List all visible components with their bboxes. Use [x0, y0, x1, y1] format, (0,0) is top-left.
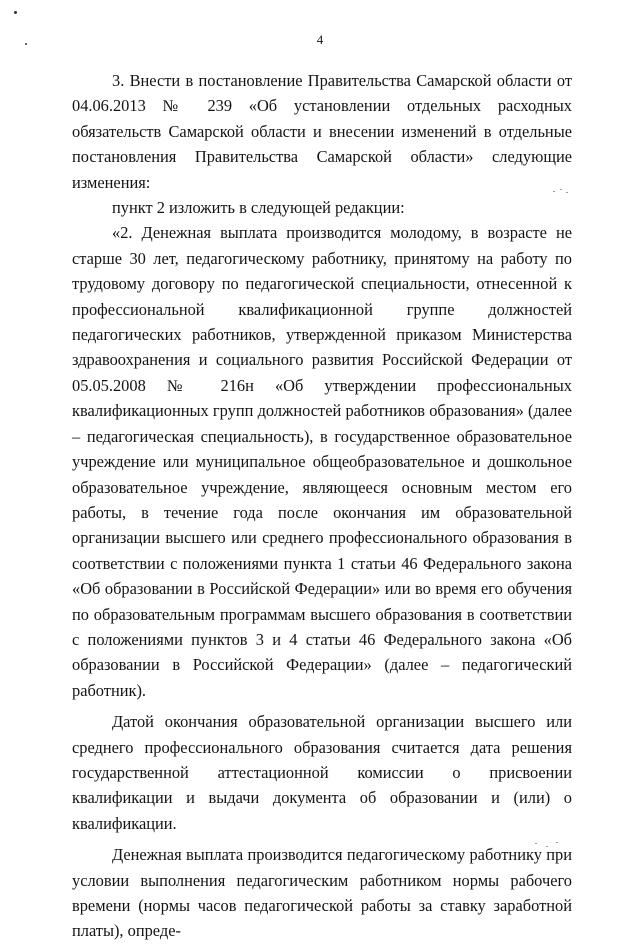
scan-speck — [14, 11, 17, 14]
paragraph-graduation-date: Датой окончания образовательной организации высшего или среднего профессионального образования считается дата решения государственной аттестационной комиссии о присвоении квалификации и выдачи документа об образовании и (или) о квалификации. — [72, 712, 572, 833]
page-number: 4 — [316, 32, 324, 47]
paragraph-item-3: 3. Внести в постановление Правительства Самарской области от 04.06.2013 № 239 «Об установлении отдельных расходных обязательств Самарской области и внесении изменений в отдельные постановления Правительства Самарской области» следующие изменения: — [72, 71, 572, 192]
document-body — [72, 68, 572, 944]
paragraph-payment-condition: Денежная выплата производится педагогическому работнику при условии выполнения педагогическим работником нормы рабочего времени (нормы часов педагогической работы за ставку заработной платы), опреде- — [72, 845, 572, 941]
paragraph-new-point-2: «2. Денежная выплата производится молодому, в возрасте не старше 30 лет, педагогическому работнику, принятому на работу по трудовому договору по педагогической специальности, отнесенной к профессиональной квалификационной группе должностей педагогических работников, утвержденной приказом Министерства здравоохранения и социального развития Российской Федерации от 05.05.2008 № 216н «Об утверждении профессиональных квалификационных групп должностей работников образования» (далее – педагогическая специальность), в государственное образовательное учреждение или муниципальное общеобразовательное и дошкольное образовательное учреждение, являющееся основным местом его работы, в течение года после окончания им образовательной организации высшего или среднего профессионального образования в соответствии с положениями пункта 1 статьи 46 Федерального закона «Об образовании в Российской Федерации» или во время его обучения по образовательным программам высшего образования в соответствии с положениями пунктов 3 и 4 статьи 46 Федерального закона «Об образовании в Российской Федерации» (далее – педагогический работник). — [72, 223, 572, 700]
paragraph-point-2-intro: пункт 2 изложить в следующей редакции: — [112, 198, 405, 218]
